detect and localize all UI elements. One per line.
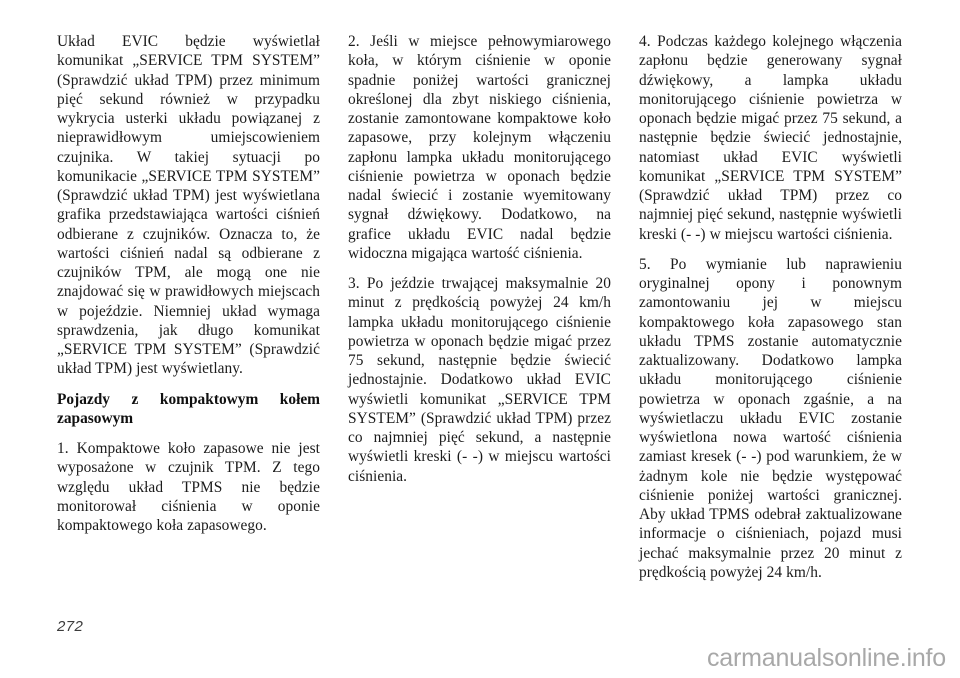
paragraph-item-5: 5. Po wymianie lub naprawieniu oryginalnej opony i ponownym zamontowaniu jej w miejscu kompaktowego koła zapasowego stan układu TPMS zostanie automatycznie zaktualizowany. Dodatkowo lampka układu monitorującego ciśnienie powietrza w oponach zgaśnie, a na wyświetlaczu układu EVIC zostanie wyświetlona nowa wartość ciśnienia zamiast kresek (- -) pod warunkiem, że w żadnym kole nie będzie występować ciśnienie poniżej wartości granicznej. Aby układ TPMS odebrał zaktualizowane informacje o ciśnieniach, pojazd musi jechać maksymalnie przez 20 minut z prędkością powyżej 24 km/h. — [639, 255, 902, 581]
paragraph-item-3: 3. Po jeździe trwającej maksymalnie 20 minut z prędkością powyżej 24 km/h lampka układu monitorującego ciśnienie powietrza w oponach będzie migać przez 75 sekund, następnie będzie świecić jednostajnie. Dodatkowo układ EVIC wyświetli komunikat „SERVICE TPM SYSTEM” (Sprawdzić układ TPM) przez co najmniej pięć sekund, a następnie wyświetli kreski (- -) w miejscu wartości ciśnienia. — [348, 275, 611, 485]
paragraph-item-1: 1. Kompaktowe koło zapasowe nie jest wyposażone w czujnik TPM. Z tego względu układ TPMS nie będzie monitorował ciśnienia w oponie kompaktowego koła zapasowego. — [57, 440, 320, 534]
paragraph-evic-service-tpm: Układ EVIC będzie wyświetlał komunikat „SERVICE TPM SYSTEM” (Sprawdzić układ TPM) przez minimum pięć sekund również w przypadku wykrycia usterki układu powiązanej z nieprawidłowym umiejscowieniem czujnika. W takiej sytuacji po komunikacie „SERVICE TPM SYSTEM” (Sprawdzić układ TPM) jest wyświetlana grafika przedstawiająca wartości ciśnień odbierane z czujników. Oznacza to, że wartości ciśnień nadal są odbierane z czujników TPM, ale mogą one nie znajdować się w prawidłowych miejscach w pojeździe. Niemniej układ wymaga sprawdzenia, jak długo komunikat „SERVICE TPM SYSTEM” (Sprawdzić układ TPM) jest wyświetlany. — [57, 33, 320, 378]
paragraph-item-4: 4. Podczas każdego kolejnego włączenia zapłonu będzie generowany sygnał dźwiękowy, a lampka układu monitorującego ciśnienie powietrza w oponach będzie migać przez 75 sekund, a następnie będzie świecić jednostajnie, natomiast układ EVIC wyświetli komunikat „SERVICE TPM SYSTEM” (Sprawdzić układ TPM) przez co najmniej pięć sekund, następnie wyświetli kreski (- -) w miejscu wartości ciśnienia. — [639, 33, 902, 243]
text-columns — [57, 32, 903, 592]
watermark: carmanualsonline.info — [706, 644, 946, 672]
page-number: 272 — [57, 618, 84, 635]
paragraph-item-2: 2. Jeśli w miejsce pełnowymiarowego koła, w którym ciśnienie w oponie spadnie poniżej wartości granicznej określonej dla zbyt niskiego ciśnienia, zostanie zamontowane kompaktowe koło zapasowe, przy kolejnym włączeniu zapłonu lampka układu monitorującego ciśnienie powietrza w oponach będzie nadal świecić i zostanie wyemitowany sygnał dźwiękowy. Dodatkowo, na grafice układu EVIC nadal będzie widoczna migająca wartość ciśnienia. — [348, 33, 611, 262]
text-column-1 — [57, 32, 320, 535]
heading-pojazdy-z-kompaktowym-kolem-zapasowym: Pojazdy z kompaktowym kołem zapasowym — [57, 390, 320, 427]
text-column-2 — [348, 32, 611, 486]
text-column-3 — [639, 32, 902, 582]
